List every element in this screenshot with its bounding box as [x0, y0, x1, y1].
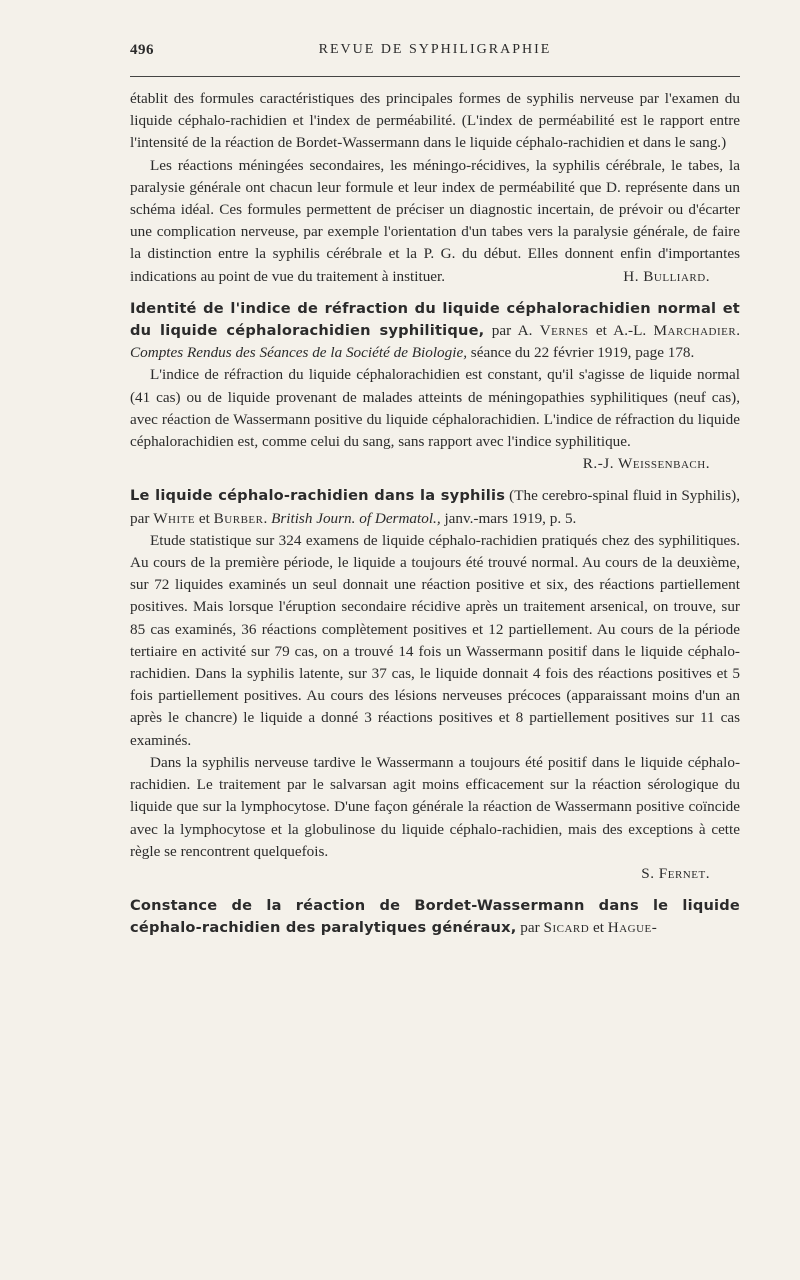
paragraph-text: Les réactions méningées secondaires, les méningo-récidives, la syphilis cérébrale, le tabes, la paralysie générale ont chacun leur formule et leur index de perméabilité que D. représente dans un schéma idéal. Ces formules permettent de préciser un diagnostic incertain, de prévoir ou d'écarter une complication nerveuse, par exemple l'orientation d'un tabes vers la paralysie générale, de faire la distinction entre la syphilis cérébrale et la P. G. du début. Elles donnent enfin d'importantes indications au point de vue du traitement à instituer.: [130, 156, 740, 285]
page-number: 496: [130, 42, 154, 58]
paragraph: [130, 155, 740, 288]
paragraph-continuation: établit des formules caractéristiques des principales formes de syphilis nerveuse par l'examen du liquide céphalo-rachidien et l'index de perméabilité. (L'index de perméabilité est le rapport entre l'intensité de la réaction de Bordet-Wassermann dans le liquide céphalo-rachidien et dans le sang.): [130, 90, 740, 152]
article-heading: [130, 298, 740, 365]
paragraph: Dans la syphilis nerveuse tardive le Wassermann a toujours été positif dans le liquide céphalo-rachidien. Le traitement par le salvarsan agit moins efficacement sur la réaction sérologique du liquide que sur la lymphocytose. D'une façon générale la réaction de Wassermann positive coïncide avec la lymphocytose et la globulinose du liquide céphalo-rachidien, mais des exceptions à cette règle se rencontrent quelquefois.: [130, 753, 740, 860]
signature: H. Bulliard.: [623, 267, 710, 285]
heading-text: et: [195, 509, 214, 527]
paragraph: Etude statistique sur 324 examens de liquide céphalo-rachidien pratiqués chez des syphilitiques. Au cours de la première période, le liquide a toujours été trouvé normal. Au cours de la deuxième, sur 72 liquides examinés un seul donnait une réaction positive et six, des réactions partiellement positives. Mais lorsque l'éruption secondaire récidive après un traitement arsenical, on trouve, sur 85 cas examinés, 36 réactions complètement positives et 12 partiellement. Au cours de la période tertiaire en activité sur 79 cas, on a trouvé 14 fois un Wassermann positif dans le liquide céphalo-rachidien. Dans la syphilis latente, sur 37 cas, le liquide donnait 4 fois des réactions positives et 5 fois partiellement positives. Au cours des lésions nerveuses précoces (apparaissant moins d'un an après le chancre) le liquide a donné 3 réactions positives et 8 partiellement positives sur 11 cas examinés.: [130, 531, 740, 749]
paragraph-text: L'indice de réfraction du liquide céphalorachidien est constant, qu'il s'agisse de liquide normal (41 cas) ou de liquide provenant de malades atteints de méningopathies syphilitiques (neuf cas), avec réaction de Wassermann positive du liquide céphalorachidien. L'indice de réfraction du liquide céphalorachidien est, comme celui du sang, sans rapport avec l'indice syphilitique.: [130, 366, 740, 451]
heading-text: .: [263, 509, 272, 527]
heading-text: (The cerebro-spinal fluid in Syphilis), par: [130, 487, 740, 527]
article-title: Constance de la réaction de Bordet-Wassermann dans le liquide céphalo-rachidien des paralytiques généraux,: [130, 897, 740, 937]
heading-text: séance du 22 février 1919, page 178.: [467, 344, 695, 362]
article-title: Identité de l'indice de réfraction du liquide céphalorachidien normal et du liquide céphalorachidien syphilitique,: [130, 299, 740, 340]
article-heading: [130, 485, 740, 529]
author-name: White: [153, 509, 196, 527]
signature: S. Fernet.: [641, 864, 710, 882]
journal-name: Comptes Rendus des Séances de la Société de Biologie,: [130, 344, 467, 362]
heading-text: par: [516, 919, 544, 937]
paragraph: [130, 364, 740, 473]
journal-name: British Journ. of Dermatol.,: [271, 509, 441, 527]
author-name: Marchadier: [653, 322, 737, 340]
heading-text: par A.: [484, 322, 540, 340]
author-name: Burber: [213, 509, 264, 527]
heading-text: et A.-L.: [588, 322, 654, 340]
heading-text: et: [589, 919, 608, 937]
article-title: Le liquide céphalo-rachidien dans la syphilis: [130, 487, 506, 505]
running-head: [130, 42, 740, 66]
heading-text: janv.-mars 1919, p. 5.: [440, 509, 577, 527]
article-heading: [130, 895, 740, 939]
running-title: REVUE DE SYPHILIGRAPHIE: [318, 42, 552, 57]
signature: R.-J. Weissenbach.: [582, 455, 710, 473]
header-rule: [130, 76, 740, 77]
author-name: Hague-: [607, 919, 658, 937]
author-name: Sicard: [543, 919, 590, 937]
body-text: [130, 88, 740, 940]
heading-text: .: [736, 322, 740, 340]
author-name: Vernes: [539, 322, 589, 340]
